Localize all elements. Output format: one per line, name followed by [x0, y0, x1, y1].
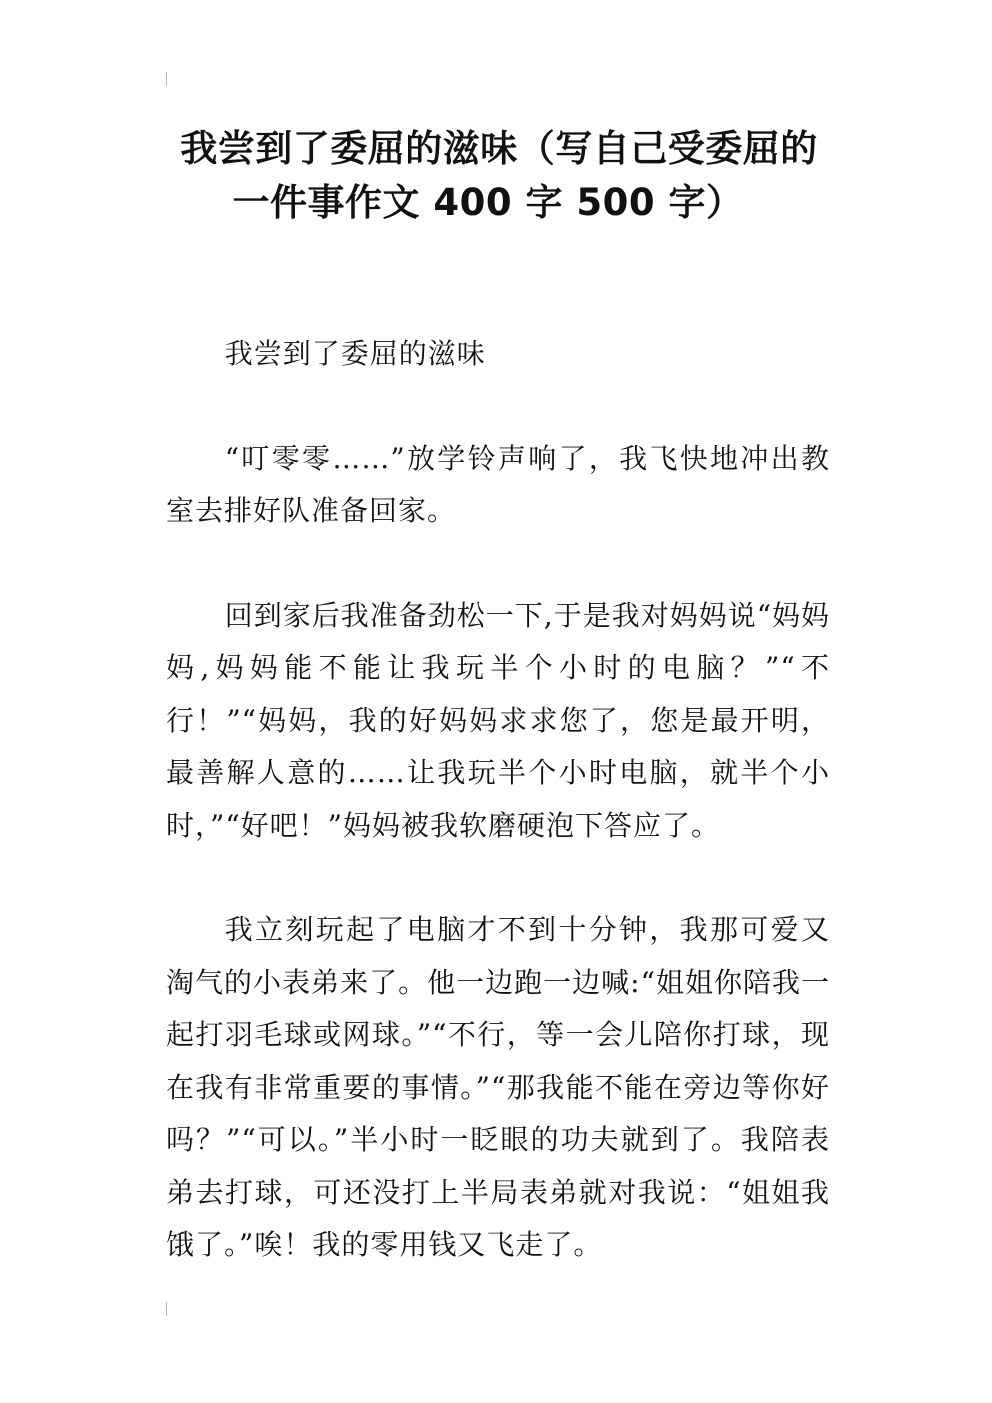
document-body — [166, 328, 830, 1324]
page-corner-mark-top — [166, 72, 167, 86]
essay-subtitle: 我尝到了委屈的滋味 — [224, 337, 486, 370]
document-title — [0, 122, 992, 230]
title-line-1: 我尝到了委屈的滋味（写自己受委屈的 — [180, 127, 818, 170]
title-line-2: 一件事作文 400 字 500 字） — [232, 181, 744, 224]
paragraph-2: 回到家后我准备劲松一下,于是我对妈妈说“妈妈妈,妈妈能不能让我玩半个小时的电脑？”“不行！”“妈妈，我的好妈妈求求您了，您是最开明，最善解人意的……让我玩半个小时电脑，就半个小时，”“好吧！”妈妈被我软磨硬泡下答应了。 — [166, 598, 831, 842]
paragraph-1: “叮零零……”放学铃声响了，我飞快地冲出教室去排好队准备回家。 — [166, 441, 830, 527]
paragraph-3: 我立刻玩起了电脑才不到十分钟，我那可爱又淘气的小表弟来了。他一边跑一边喊:“姐姐你陪我一起打羽毛球或网球。”“不行，等一会儿陪你打球，现在我有非常重要的事情。”“那我能不能在旁边等你好吗？”“可以。”半小时一眨眼的功夫就到了。我陪表弟去打球，可还没打上半局表弟就对我说：“姐姐我饿了。”唉！我的零用钱又飞走了。 — [166, 913, 830, 1261]
page-corner-mark-bottom — [166, 1302, 167, 1316]
